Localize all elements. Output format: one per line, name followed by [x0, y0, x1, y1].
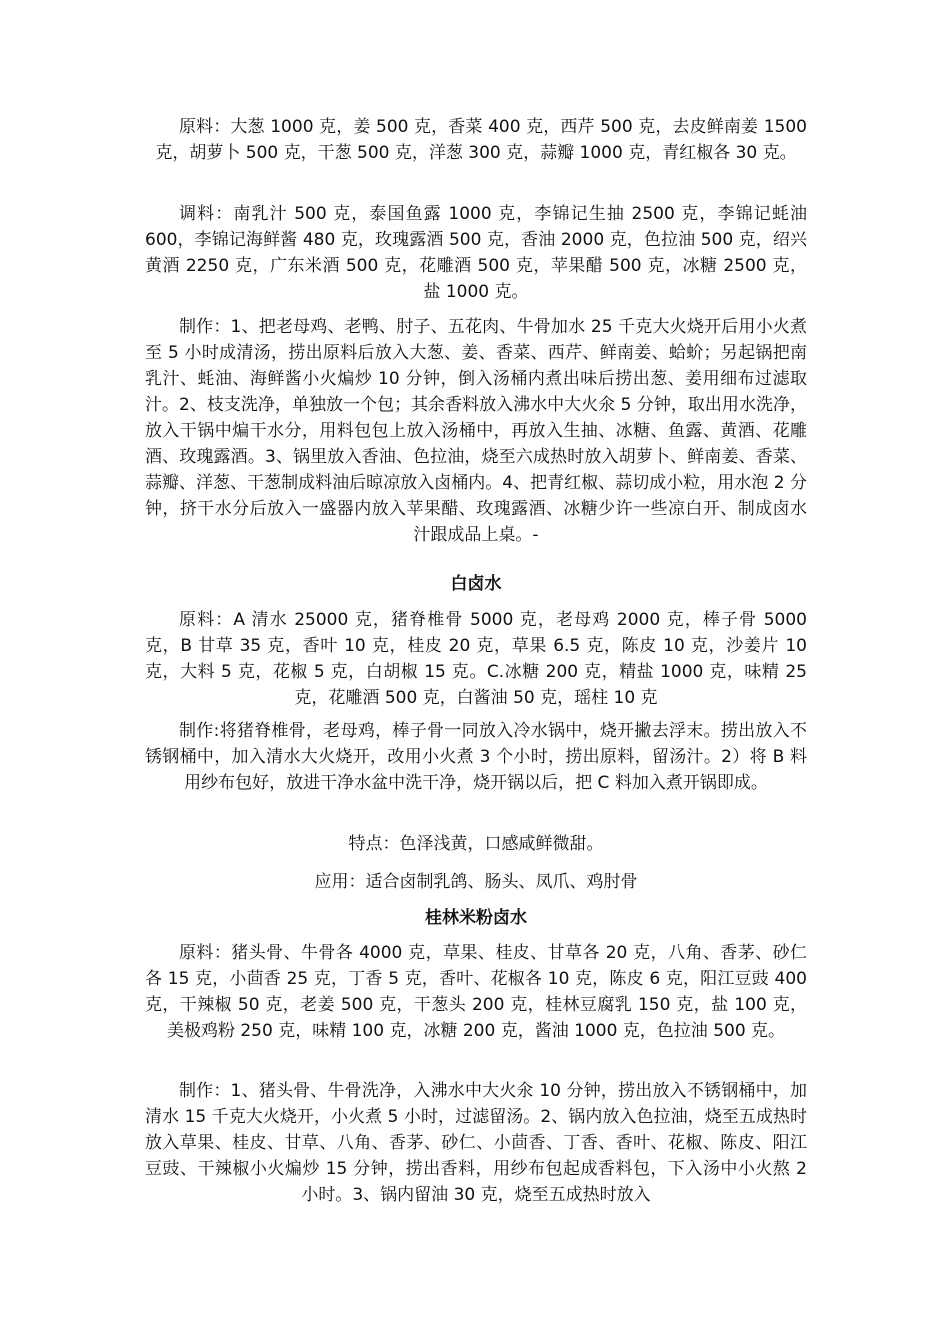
ingredients-paragraph-1: 原料：大葱 1000 克，姜 500 克，香菜 400 克，西芹 500 克，去皮鲜南姜 1500 克，胡萝卜 500 克，干葱 500 克，洋葱 300 克，蒜瓣 1000 克，青红椒各 30 克。: [155, 117, 807, 163]
method-paragraph-1: 制作：1、把老母鸡、老鸭、肘子、五花肉、牛骨加水 25 千克大火烧开后用小火煮至 5 小时成清汤，捞出原料后放入大葱、姜、香菜、西芹、鲜南姜、蛤蚧；另起锅把南乳汁、蚝油、海鲜酱小火煸炒 10 分钟，倒入汤桶内煮出味后捞出葱、姜用细布过滤取汁。2、枝支洗净，单独放一个包；其余香料放入沸水中大火氽 5 分钟，取出用水洗净，放入干锅中煸干水分，用料包包上放入汤桶中，再放入生抽、冰糖、鱼露、黄酒、花雕酒、玫瑰露酒。3、锅里放入香油、色拉油，烧至六成热时放入胡萝卜、鲜南姜、香菜、蒜瓣、洋葱、干葱制成料油后晾凉放入卤桶内。4、把青红椒、蒜切成小粒，用水泡 2 分钟，挤干水分后放入一盛器内放入苹果醋、玫瑰露酒、冰糖少许一些凉白开、制成卤水汁跟成品上桌。-: [145, 317, 807, 545]
feature-line: 特点：色泽浅黄，口感咸鲜微甜。: [348, 834, 604, 854]
seasonings-paragraph-1: 调料：南乳汁 500 克，泰国鱼露 1000 克，李锦记生抽 2500 克，李锦记蚝油 600，李锦记海鲜酱 480 克，玫瑰露酒 500 克，香油 2000 克，色拉油 500 克，绍兴黄酒 2250 克，广东米酒 500 克，花雕酒 500 克，苹果醋 500 克，冰糖 2500 克，盐 1000 克。: [145, 204, 807, 302]
ingredients-paragraph-3: 原料：猪头骨、牛骨各 4000 克，草果、桂皮、甘草各 20 克，八角、香茅、砂仁各 15 克，小茴香 25 克，丁香 5 克，香叶、花椒各 10 克，陈皮 6 克，阳江豆豉 400 克，干辣椒 50 克，老姜 500 克，干葱头 200 克，桂林豆腐乳 150 克，盐 100 克，美极鸡粉 250 克，味精 100 克，冰糖 200 克，酱油 1000 克，色拉油 500 克。: [145, 943, 807, 1041]
method-paragraph-2: 制作:将猪脊椎骨，老母鸡，棒子骨一同放入冷水锅中，烧开撇去浮末。捞出放入不锈钢桶中，加入清水大火烧开，改用小火煮 3 个小时，捞出原料，留汤汁。2）将 B 料用纱布包好，放进干净水盆中洗干净，烧开锅以后，把 C 料加入煮开锅即成。: [145, 721, 807, 793]
ingredients-paragraph-2: 原料：A 清水 25000 克，猪脊椎骨 5000 克，老母鸡 2000 克，棒子骨 5000 克，B 甘草 35 克，香叶 10 克，桂皮 20 克，草果 6.5 克，陈皮 10 克，沙姜片 10 克，大料 5 克，花椒 5 克，白胡椒 15 克。C.冰糖 200 克，精盐 1000 克，味精 25 克，花雕酒 500 克，白酱油 50 克，瑶柱 10 克: [145, 610, 807, 708]
method-paragraph-3: 制作：1、猪头骨、牛骨洗净，入沸水中大火氽 10 分钟，捞出放入不锈钢桶中，加清水 15 千克大火烧开，小火煮 5 小时，过滤留汤。2、锅内放入色拉油，烧至五成热时放入草果、桂皮、甘草、八角、香茅、砂仁、小茴香、丁香、香叶、花椒、陈皮、阳江豆豉、干辣椒小火煸炒 15 分钟，捞出香料，用纱布包起成香料包，下入汤中小火熬 2 小时。3、锅内留油 30 克，烧至五成热时放入: [145, 1081, 807, 1205]
usage-line: 应用：适合卤制乳鸽、肠头、凤爪、鸡肘骨: [314, 872, 638, 892]
section-title-guilin-mifen-lushui: 桂林米粉卤水: [425, 908, 527, 928]
section-title-bai-lushui: 白卤水: [450, 574, 502, 594]
